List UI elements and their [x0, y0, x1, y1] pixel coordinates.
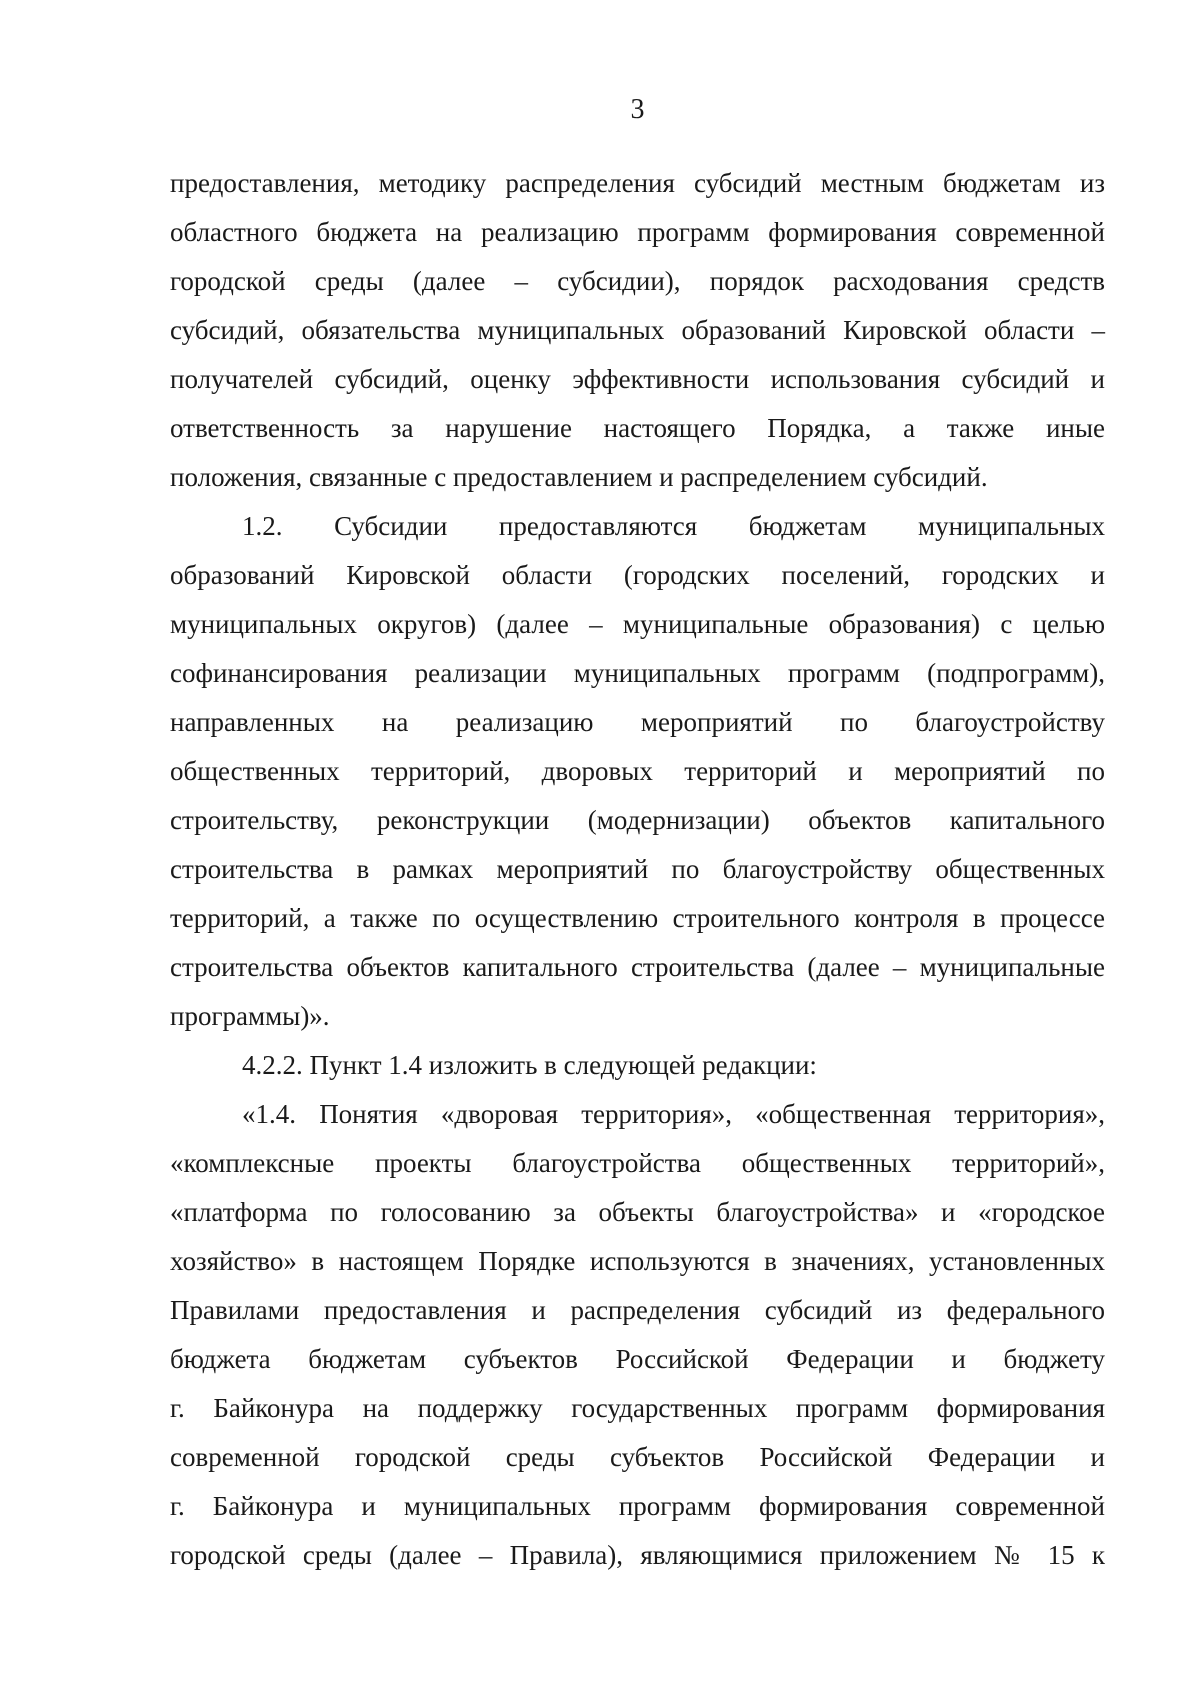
text-line: «платформа по голосованию за объекты благоустройства» и «городское [170, 1197, 1105, 1227]
page-number: 3 [630, 94, 645, 125]
document-body [170, 159, 1105, 1580]
text-line: городской среды (далее – субсидии), порядок расходования средств [170, 266, 1105, 296]
text-line: ответственность за нарушение настоящего Порядка, а также иные [170, 413, 1105, 443]
text-line: направленных на реализацию мероприятий по благоустройству [170, 707, 1105, 737]
text-line: строительства в рамках мероприятий по благоустройству общественных [170, 854, 1105, 884]
text-line: общественных территорий, дворовых территорий и мероприятий по [170, 756, 1105, 786]
text-line: 4.2.2. Пункт 1.4 изложить в следующей редакции: [242, 1050, 817, 1080]
text-line: предоставления, методику распределения субсидий местным бюджетам из [170, 168, 1105, 198]
text-line: Правилами предоставления и распределения субсидий из федерального [170, 1295, 1105, 1325]
text-line: г. Байконура и муниципальных программ формирования современной [170, 1491, 1105, 1521]
text-line: территорий, а также по осуществлению строительного контроля в процессе [170, 903, 1105, 933]
text-line: городской среды (далее – Правила), являющимися приложением № 15 к [170, 1540, 1105, 1570]
paragraph-1-2 [170, 502, 1105, 1041]
text-line: хозяйство» в настоящем Порядке используются в значениях, установленных [170, 1246, 1105, 1276]
paragraph-1 [170, 159, 1105, 502]
text-line: образований Кировской области (городских поселений, городских и [170, 560, 1105, 590]
text-line: 1.2. Субсидии предоставляются бюджетам муниципальных [242, 511, 1105, 541]
text-line: получателей субсидий, оценку эффективности использования субсидий и [170, 364, 1105, 394]
text-line: строительству, реконструкции (модернизации) объектов капитального [170, 805, 1105, 835]
text-line: бюджета бюджетам субъектов Российской Федерации и бюджету [170, 1344, 1105, 1374]
text-line: программы)». [170, 1001, 330, 1031]
text-line: положения, связанные с предоставлением и распределением субсидий. [170, 462, 988, 492]
text-line: софинансирования реализации муниципальных программ (подпрограмм), [170, 658, 1105, 688]
text-line: строительства объектов капитального строительства (далее – муниципальные [170, 952, 1105, 982]
text-line: субсидий, обязательства муниципальных образований Кировской области – [170, 315, 1105, 345]
text-line: современной городской среды субъектов Российской Федерации и [170, 1442, 1105, 1472]
text-line: областного бюджета на реализацию программ формирования современной [170, 217, 1105, 247]
paragraph-1-4 [170, 1090, 1105, 1580]
text-line: г. Байконура на поддержку государственных программ формирования [170, 1393, 1105, 1423]
text-line: «комплексные проекты благоустройства общественных территорий», [170, 1148, 1105, 1178]
text-line: «1.4. Понятия «дворовая территория», «общественная территория», [242, 1099, 1105, 1129]
paragraph-4-2-2 [170, 1041, 1105, 1090]
text-line: муниципальных округов) (далее – муниципальные образования) с целью [170, 609, 1105, 639]
